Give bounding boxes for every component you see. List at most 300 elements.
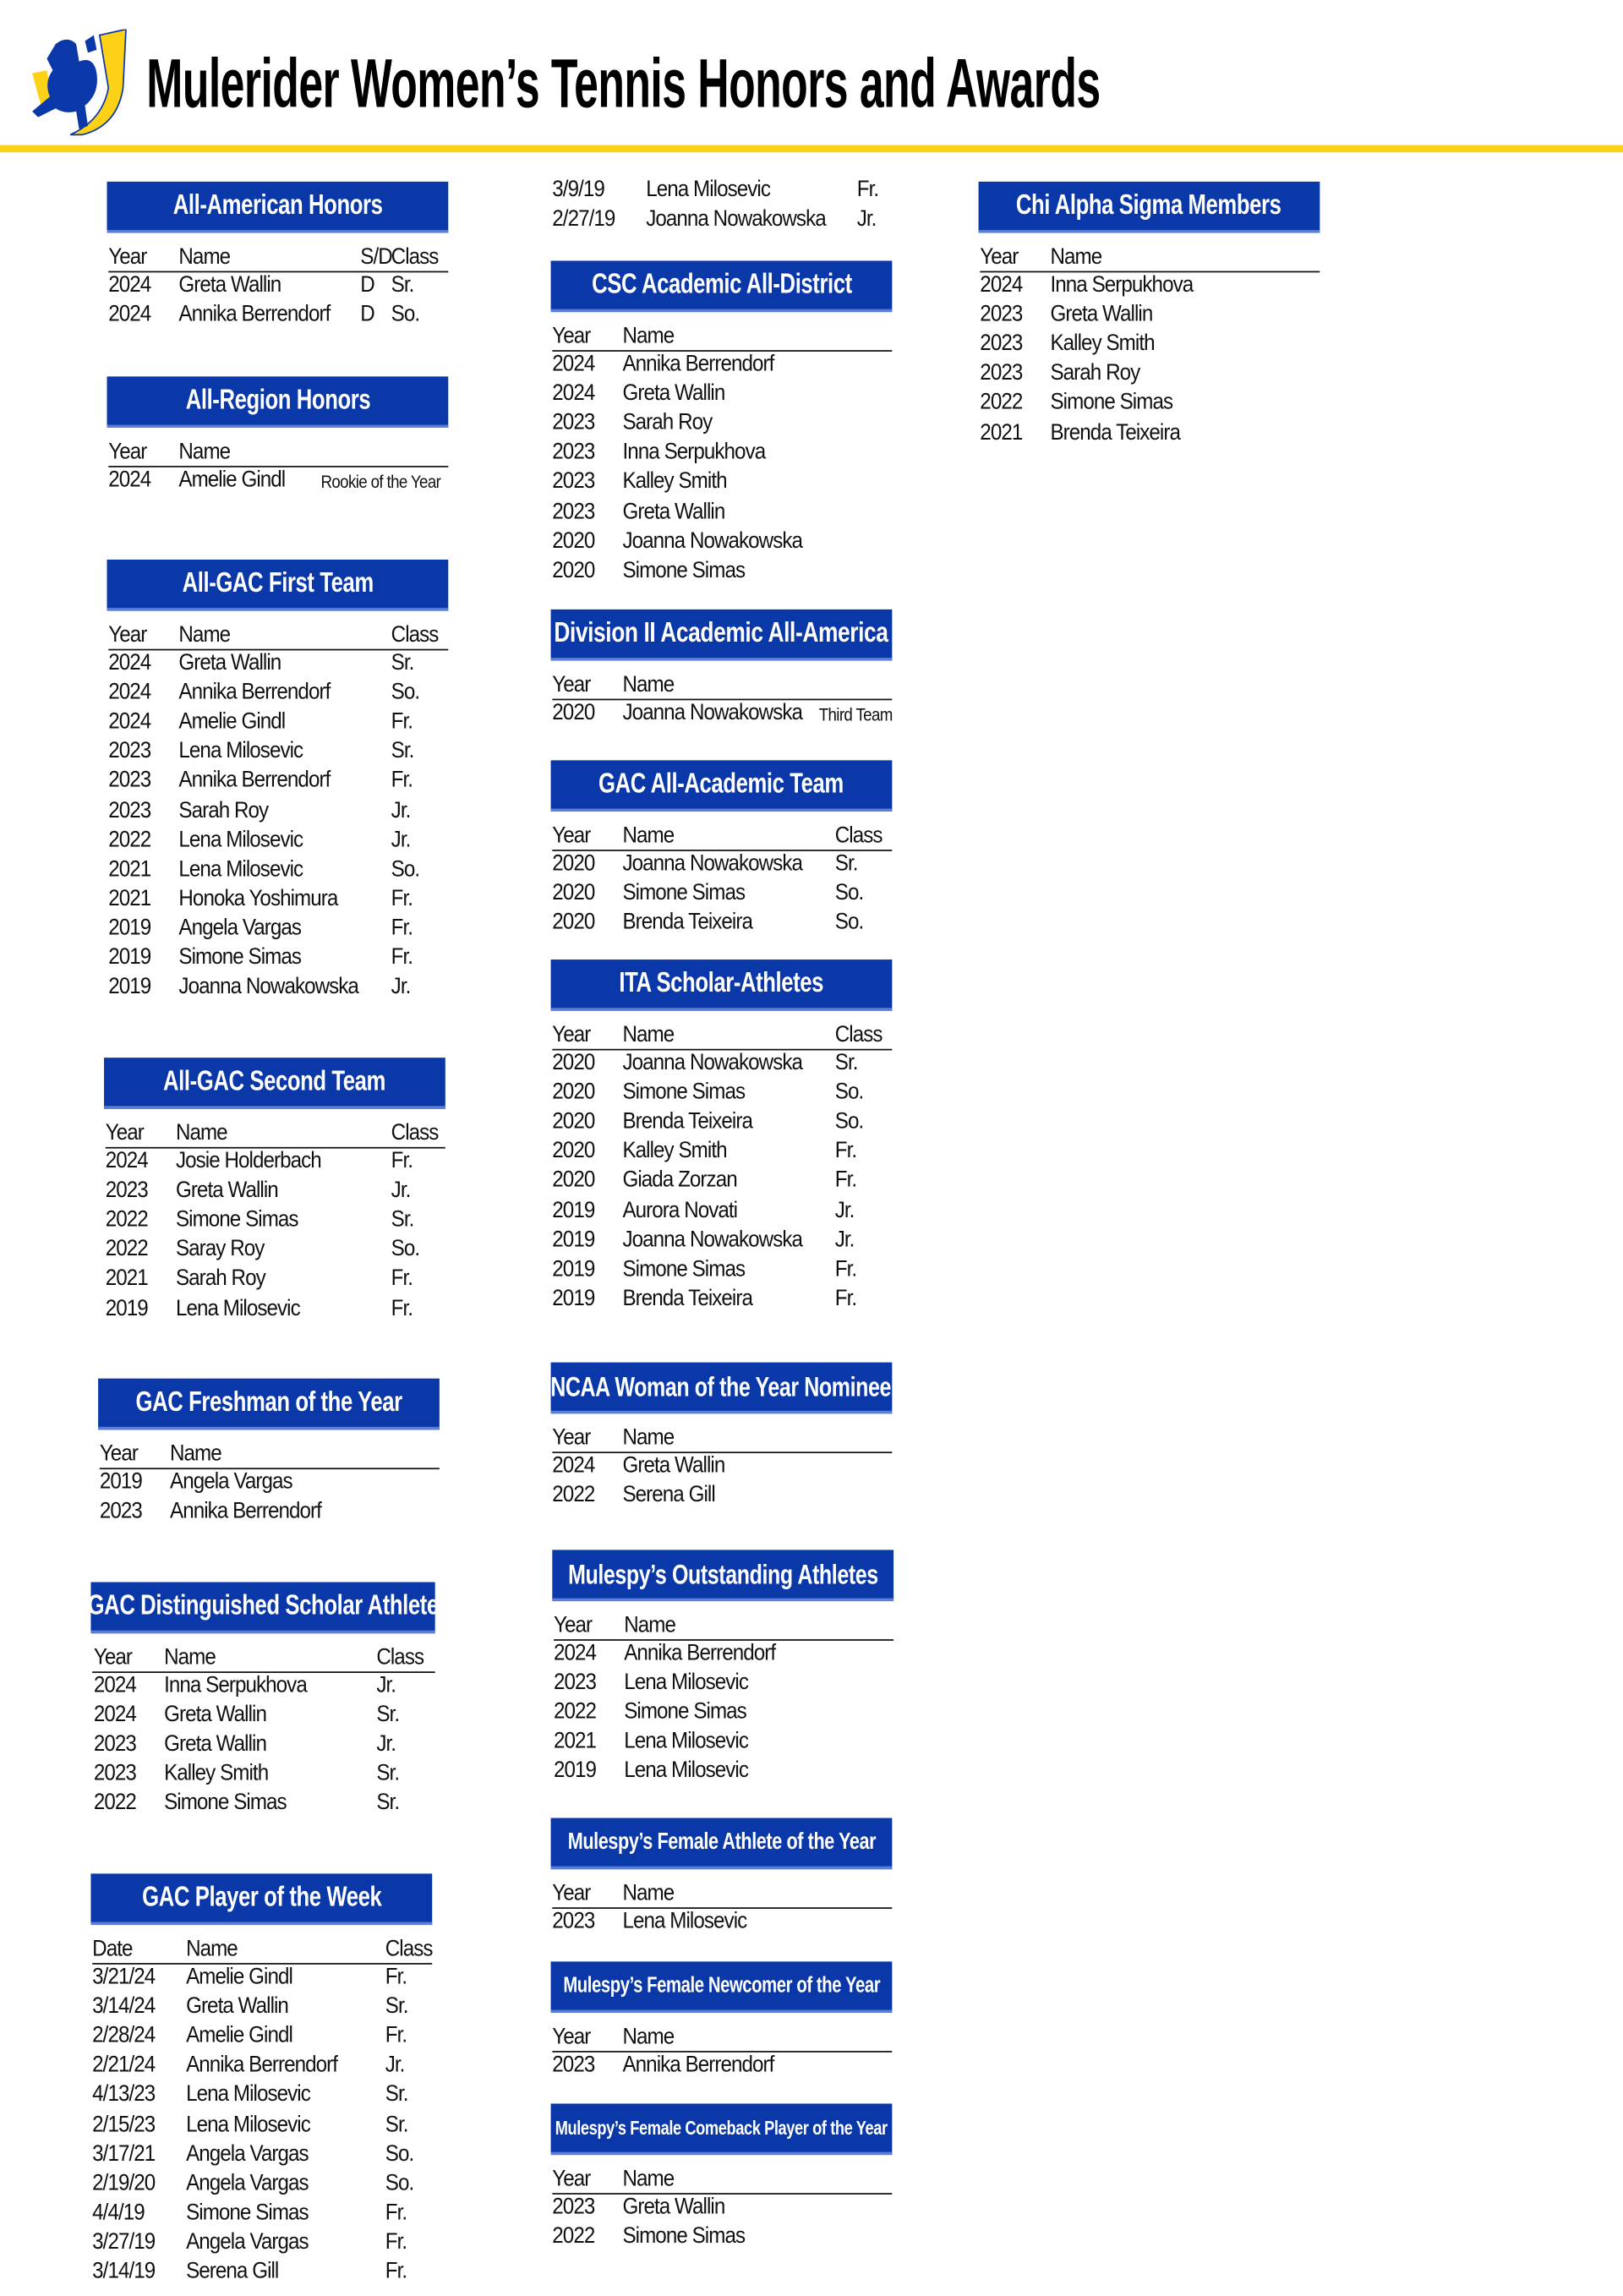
table-row xyxy=(108,916,450,942)
table-row xyxy=(552,1286,893,1312)
cell: 2023 xyxy=(980,360,1023,386)
column-header: Name xyxy=(624,1612,675,1638)
table-row xyxy=(552,2195,893,2221)
section-csc-all-district xyxy=(551,260,893,583)
table-row xyxy=(552,352,893,378)
cell: 2019 xyxy=(552,1227,595,1252)
cell: 2019 xyxy=(99,1469,142,1495)
cell: Sr. xyxy=(834,850,858,877)
cell: Lena Milosevic xyxy=(186,2082,310,2107)
column-header: Name xyxy=(175,1120,227,1146)
cell: Jr. xyxy=(834,1197,855,1223)
cell: Third Team xyxy=(818,704,893,725)
column-header: Year xyxy=(105,1120,144,1146)
table-header-row xyxy=(92,1937,432,1965)
cell: Annika Berrendorf xyxy=(178,302,331,327)
cell: Sr. xyxy=(385,1993,408,2020)
column-header: Name xyxy=(622,1022,675,1048)
cell: Lena Milosevic xyxy=(178,856,303,882)
cell: So. xyxy=(385,2170,414,2196)
table-row xyxy=(554,1758,895,1785)
table-row xyxy=(552,1909,893,1935)
cell: 2023 xyxy=(108,797,151,823)
section-title: GAC All-Academic Team xyxy=(598,768,844,800)
cell: 2022 xyxy=(105,1207,148,1233)
cell: Greta Wallin xyxy=(178,272,281,298)
cell: 2019 xyxy=(552,1286,595,1311)
cell: Fr. xyxy=(391,709,413,735)
table-row xyxy=(980,331,1321,358)
table-row xyxy=(552,851,893,877)
column-header: Name xyxy=(622,1425,675,1451)
table-row xyxy=(552,1139,893,1165)
section-title-banner xyxy=(979,182,1320,233)
cell: So. xyxy=(834,1080,864,1105)
section-title-banner xyxy=(551,959,893,1011)
table-header-row xyxy=(108,440,448,467)
column-header: Class xyxy=(391,1120,439,1146)
cell: 2/21/24 xyxy=(92,2053,156,2078)
cell: 3/21/24 xyxy=(92,1964,156,1990)
cell: 2023 xyxy=(105,1178,148,1203)
section-title-banner xyxy=(551,760,893,812)
cell: Fr. xyxy=(385,2023,407,2048)
cell: Jr. xyxy=(385,2053,405,2078)
cell: 2024 xyxy=(552,380,595,407)
column-header: Name xyxy=(164,1645,216,1670)
cell: Angela Vargas xyxy=(186,2229,309,2255)
section-title: GAC Distinguished Scholar Athlete xyxy=(87,1590,439,1621)
cell: Fr. xyxy=(834,1138,857,1164)
cell: 3/9/19 xyxy=(552,177,604,203)
column-header: Name xyxy=(1050,244,1102,270)
table-row xyxy=(108,975,450,1001)
column-header: Name xyxy=(186,1936,238,1962)
cell: Lena Milosevic xyxy=(624,1729,749,1754)
cell: Sr. xyxy=(391,738,414,764)
table-row xyxy=(552,700,893,726)
section-title: Mulespy’s Female Athlete of the Year xyxy=(567,1829,876,1854)
cell: 2021 xyxy=(980,419,1023,445)
cell: Fr. xyxy=(391,886,413,911)
cell: Angela Vargas xyxy=(186,2140,309,2167)
table-row xyxy=(552,1483,893,1509)
cell: Kalley Smith xyxy=(1050,331,1155,357)
column-header: Name xyxy=(178,622,231,648)
table-row xyxy=(980,272,1321,298)
cell: Lena Milosevic xyxy=(646,177,771,203)
cell: 3/14/24 xyxy=(92,1993,156,2020)
cell: 2024 xyxy=(980,272,1023,298)
cell: Greta Wallin xyxy=(622,380,725,407)
cell: Fr. xyxy=(385,2259,407,2284)
section-title-banner xyxy=(104,1058,445,1109)
table-row xyxy=(552,2053,893,2079)
cell: Aurora Novati xyxy=(622,1197,738,1223)
cell: 2019 xyxy=(552,1256,595,1282)
table-row xyxy=(552,1168,893,1194)
cell: 2019 xyxy=(108,944,151,970)
column-header: Name xyxy=(178,244,231,270)
cell: 2023 xyxy=(552,2052,595,2078)
cell: Kalley Smith xyxy=(164,1761,269,1786)
column-header: Name xyxy=(170,1441,221,1467)
section-gac-distinguished xyxy=(87,1583,439,1816)
cell: Simone Simas xyxy=(622,1080,746,1105)
cell: Simone Simas xyxy=(164,1790,287,1816)
cell: Lena Milosevic xyxy=(186,2111,310,2137)
cell: Fr. xyxy=(385,1964,407,1990)
section-title: Mulespy’s Outstanding Athletes xyxy=(567,1557,878,1589)
section-mulespy-athlete xyxy=(551,1818,893,1934)
table-row xyxy=(552,910,893,936)
table-row xyxy=(92,1703,436,1729)
table-row xyxy=(552,1080,893,1106)
cell: 2/28/24 xyxy=(92,2023,156,2048)
table-row xyxy=(106,1296,447,1322)
cell: 2023 xyxy=(93,1731,136,1758)
gold-divider xyxy=(0,145,1623,153)
cell: Sr. xyxy=(376,1702,400,1728)
cell: Jr. xyxy=(376,1731,396,1758)
cell: 2024 xyxy=(108,302,151,327)
cell: Amelie Gindl xyxy=(186,1964,292,1990)
section-all-gac-first xyxy=(107,560,449,1000)
cell: 2022 xyxy=(93,1790,136,1816)
cell: 2020 xyxy=(552,700,595,725)
section-gac-all-academic xyxy=(551,760,893,935)
cell: Amelie Gindl xyxy=(186,2023,292,2048)
cell: 2021 xyxy=(108,856,151,882)
column-header: Year xyxy=(552,2024,591,2050)
table-row xyxy=(552,558,893,584)
cell: 2023 xyxy=(554,1670,597,1696)
column-header: Year xyxy=(552,823,591,849)
column-header: Year xyxy=(108,439,147,465)
table-header-row xyxy=(552,1425,892,1453)
cell: 3/14/19 xyxy=(92,2259,156,2284)
section-mulespy-comeback xyxy=(551,2103,893,2250)
table-row xyxy=(100,1469,441,1495)
table-header-row xyxy=(552,823,892,851)
section-title-banner xyxy=(551,1818,893,1870)
table-row xyxy=(106,1207,447,1233)
table-row xyxy=(108,945,450,971)
cell: Fr. xyxy=(834,1167,857,1194)
cell: 2023 xyxy=(552,1908,595,1934)
table-row xyxy=(552,381,893,407)
column-header: Year xyxy=(108,622,147,648)
cell: Angela Vargas xyxy=(186,2170,309,2196)
cell: 2/19/20 xyxy=(92,2170,156,2196)
section-title-banner xyxy=(107,182,449,233)
column-header: Name xyxy=(622,323,675,349)
section-title-banner xyxy=(551,260,893,312)
cell: Simone Simas xyxy=(622,2223,746,2250)
cell: Greta Wallin xyxy=(175,1178,278,1203)
cell: 2020 xyxy=(552,528,595,554)
cell: Joanna Nowakowska xyxy=(178,974,358,1000)
cell: Annika Berrendorf xyxy=(622,351,774,377)
cell: 2020 xyxy=(552,910,595,935)
cell: Annika Berrendorf xyxy=(624,1640,776,1666)
cell: Sr. xyxy=(391,272,414,298)
section-title-banner xyxy=(107,560,449,611)
cell: Fr. xyxy=(385,2200,407,2225)
cell: Lena Milosevic xyxy=(178,827,303,852)
cell: Fr. xyxy=(391,768,413,794)
column-header: Year xyxy=(552,1425,591,1451)
cell: Annika Berrendorf xyxy=(178,680,331,705)
section-title: Mulespy’s Female Newcomer of the Year xyxy=(563,1973,880,1998)
table-header-row xyxy=(552,2025,892,2053)
cell: So. xyxy=(385,2140,414,2167)
cell: 2023 xyxy=(552,440,595,465)
cell: 2023 xyxy=(980,331,1023,357)
cell: Sr. xyxy=(834,1050,858,1075)
table-row xyxy=(92,2141,434,2168)
cell: Kalley Smith xyxy=(622,1138,727,1164)
section-title-banner xyxy=(551,1961,893,2013)
cell: 2024 xyxy=(552,351,595,377)
cell: Annika Berrendorf xyxy=(178,768,331,794)
cell: 2020 xyxy=(552,1080,595,1105)
column-header: Year xyxy=(108,244,147,270)
cell: 4/13/23 xyxy=(92,2082,156,2107)
cell: 2024 xyxy=(108,272,151,298)
cell: 2024 xyxy=(552,1453,595,1479)
table-header-row xyxy=(92,1645,434,1673)
cell: 2020 xyxy=(552,850,595,877)
table-header-row xyxy=(100,1441,440,1469)
table-row xyxy=(108,768,450,795)
section-title: Division II Academic All-America xyxy=(554,616,889,649)
column-header: Class xyxy=(385,1936,433,1962)
section-title-banner xyxy=(551,1363,893,1414)
cell: 2024 xyxy=(108,709,151,735)
table-row xyxy=(92,1732,436,1758)
column-header: Year xyxy=(99,1441,138,1467)
cell: Amelie Gindl xyxy=(178,709,286,735)
cell: Annika Berrendorf xyxy=(170,1498,321,1524)
column-header: Name xyxy=(622,1881,675,1906)
cell: Serena Gill xyxy=(186,2259,279,2284)
table-row xyxy=(108,709,450,735)
table-row xyxy=(108,886,450,912)
section-title: GAC Freshman of the Year xyxy=(135,1386,402,1418)
cell: Sr. xyxy=(391,1207,414,1233)
table-header-row xyxy=(554,1613,893,1641)
cell: Sarah Roy xyxy=(175,1266,265,1292)
cell: 2019 xyxy=(554,1758,597,1784)
section-title-banner xyxy=(551,2103,893,2155)
section-title: All-Region Honors xyxy=(185,384,370,416)
cell: 2022 xyxy=(980,390,1023,416)
section-title: NCAA Woman of the Year Nominee xyxy=(551,1370,892,1402)
table-header-row xyxy=(552,324,892,352)
cell: 2/27/19 xyxy=(552,206,615,232)
cell: Greta Wallin xyxy=(186,1993,288,2020)
section-title-banner xyxy=(98,1379,440,1430)
cell: Jr. xyxy=(391,1178,411,1203)
cell: Kalley Smith xyxy=(622,469,727,495)
table-row xyxy=(980,419,1321,446)
cell: Joanna Nowakowska xyxy=(622,700,803,725)
cell: 2020 xyxy=(552,1167,595,1194)
cell: Joanna Nowakowska xyxy=(622,1227,803,1252)
cell: Lena Milosevic xyxy=(624,1670,749,1696)
cell: 2023 xyxy=(552,2194,595,2220)
column-header: Class xyxy=(376,1645,424,1670)
cell: Jr. xyxy=(391,974,411,1000)
cell: Sr. xyxy=(385,2111,408,2137)
table-row xyxy=(552,1050,893,1076)
cell: Sr. xyxy=(391,650,414,675)
table-row xyxy=(980,302,1321,328)
column-header: Name xyxy=(622,2024,675,2050)
section-title: All-GAC First Team xyxy=(182,567,374,599)
mulerider-logo-icon xyxy=(26,30,132,138)
cell: 2022 xyxy=(552,2223,595,2250)
table-row xyxy=(552,1453,893,1479)
column-header: Class xyxy=(391,622,439,648)
section-title-banner xyxy=(87,1583,439,1634)
table-row xyxy=(92,2112,434,2138)
cell: Fr. xyxy=(391,915,413,941)
cell: 2024 xyxy=(554,1640,597,1666)
cell: Sr. xyxy=(376,1761,400,1786)
cell: Sarah Roy xyxy=(622,410,713,435)
cell: Jr. xyxy=(856,206,877,232)
table-row xyxy=(554,1729,895,1755)
table-row xyxy=(108,467,450,494)
cell: Amelie Gindl xyxy=(178,467,286,493)
table-row xyxy=(554,1699,895,1725)
section-title-banner xyxy=(551,610,893,661)
section-title: Mulespy’s Female Comeback Player of the Year xyxy=(555,2117,888,2140)
section-title-banner xyxy=(107,376,449,428)
cell: 2020 xyxy=(552,880,595,906)
table-row xyxy=(92,1994,434,2020)
table-row xyxy=(108,739,450,765)
cell: Simone Simas xyxy=(622,880,746,906)
table-row xyxy=(552,178,904,204)
column-header: Name xyxy=(622,2166,675,2192)
cell: 3/17/21 xyxy=(92,2140,156,2167)
cell: 2020 xyxy=(552,1138,595,1164)
cell: Inna Serpukhova xyxy=(622,440,766,465)
cell: 2021 xyxy=(105,1266,148,1292)
table-row xyxy=(92,1673,436,1699)
cell: Brenda Teixeira xyxy=(622,910,752,935)
cell: Lena Milosevic xyxy=(624,1758,749,1784)
cell: Greta Wallin xyxy=(178,650,281,675)
cell: Rookie of the Year xyxy=(320,471,441,493)
cell: So. xyxy=(834,910,864,935)
cell: 3/27/19 xyxy=(92,2229,156,2255)
table-row xyxy=(552,1109,893,1135)
cell: Angela Vargas xyxy=(178,915,302,941)
column-header: Year xyxy=(554,1612,593,1638)
cell: Fr. xyxy=(391,1266,413,1292)
cell: So. xyxy=(391,680,420,705)
cell: So. xyxy=(391,302,420,327)
column-header: Class xyxy=(834,1022,883,1048)
cell: Fr. xyxy=(834,1256,857,1282)
cell: Simone Simas xyxy=(622,1256,746,1282)
section-chi-alpha-sigma xyxy=(979,182,1320,445)
section-title-banner xyxy=(90,1873,432,1925)
table-row xyxy=(552,440,893,466)
cell: Joanna Nowakowska xyxy=(622,528,803,554)
page-title: Mulerider Women’s Tennis Honors and Awards xyxy=(146,43,1101,122)
table-row xyxy=(92,1965,434,1991)
cell: Angela Vargas xyxy=(170,1469,292,1495)
section-title: GAC Player of the Week xyxy=(141,1881,381,1913)
cell: 2022 xyxy=(554,1699,597,1725)
cell: 2023 xyxy=(99,1498,142,1524)
cell: Fr. xyxy=(391,1148,413,1174)
table-header-row xyxy=(108,244,448,272)
column-header: Class xyxy=(834,823,883,849)
table-row xyxy=(980,391,1321,417)
cell: 2023 xyxy=(108,768,151,794)
cell: Greta Wallin xyxy=(622,2194,725,2220)
table-row xyxy=(552,528,893,555)
cell: Serena Gill xyxy=(622,1482,715,1508)
section-title-banner xyxy=(552,1550,893,1601)
column-header: Class xyxy=(391,244,439,270)
table-row xyxy=(106,1237,447,1263)
table-row xyxy=(100,1499,441,1525)
cell: Greta Wallin xyxy=(1050,302,1153,327)
cell: Inna Serpukhova xyxy=(164,1672,307,1698)
cell: Joanna Nowakowska xyxy=(622,850,803,877)
table-row xyxy=(980,361,1321,387)
cell: 2023 xyxy=(980,302,1023,327)
table-row xyxy=(552,1227,893,1253)
cell: 2022 xyxy=(108,827,151,852)
table-row xyxy=(92,2082,434,2108)
table-row xyxy=(92,2053,434,2079)
table-row xyxy=(552,1256,893,1282)
table-row xyxy=(554,1670,895,1697)
cell: Simone Simas xyxy=(622,557,746,583)
section-title: All-American Honors xyxy=(172,189,383,221)
cell: 2024 xyxy=(108,467,151,493)
column-header: Date xyxy=(92,1936,133,1962)
cell: Fr. xyxy=(385,2229,407,2255)
column-header: S/D xyxy=(360,244,392,270)
cell: Lena Milosevic xyxy=(622,1908,747,1934)
table-header-row xyxy=(552,1023,892,1051)
cell: Jr. xyxy=(391,827,411,852)
column-header: Year xyxy=(93,1645,133,1670)
cell: So. xyxy=(834,880,864,906)
cell: D xyxy=(360,272,374,298)
table-header-row xyxy=(552,2167,892,2195)
table-row xyxy=(92,1790,436,1817)
cell: Fr. xyxy=(391,1295,413,1321)
cell: 2019 xyxy=(105,1295,148,1321)
table-row xyxy=(92,2259,434,2285)
table-row xyxy=(552,1198,893,1224)
table-row xyxy=(554,1641,895,1667)
table-row xyxy=(106,1178,447,1204)
cell: 2019 xyxy=(108,915,151,941)
cell: So. xyxy=(391,856,420,882)
cell: Greta Wallin xyxy=(622,499,725,524)
